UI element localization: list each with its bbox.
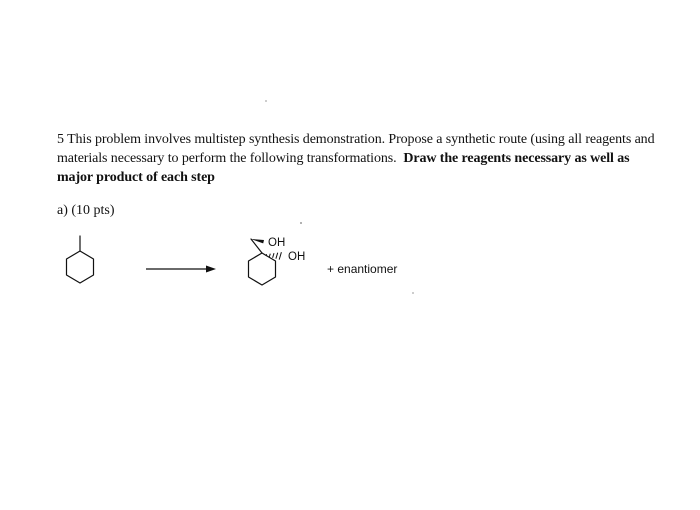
hashed-wedge-bond [266, 252, 281, 259]
enantiomer-note: + enantiomer [327, 262, 398, 276]
oh-label-top: OH [268, 237, 286, 249]
oh-label-side: OH [288, 251, 306, 263]
product-cyclohexane-ring [249, 253, 276, 285]
cyclohexane-ring [67, 251, 94, 283]
reaction-arrow [146, 266, 216, 273]
scan-speck [265, 100, 267, 102]
problem-text: This problem involves multistep synthesis demonstration. Propose a synthetic route (using all reagents and materials necessary to perform the following transformations. [57, 132, 655, 166]
product-structure [249, 237, 306, 285]
problem-instruction-bold: Draw the reagents necessary as well as major product of each step [57, 151, 630, 185]
starting-material-structure [67, 236, 94, 283]
problem-number: 5 [57, 132, 64, 147]
problem-statement [57, 130, 657, 187]
part-a-label: a) (10 pts) [57, 203, 115, 218]
